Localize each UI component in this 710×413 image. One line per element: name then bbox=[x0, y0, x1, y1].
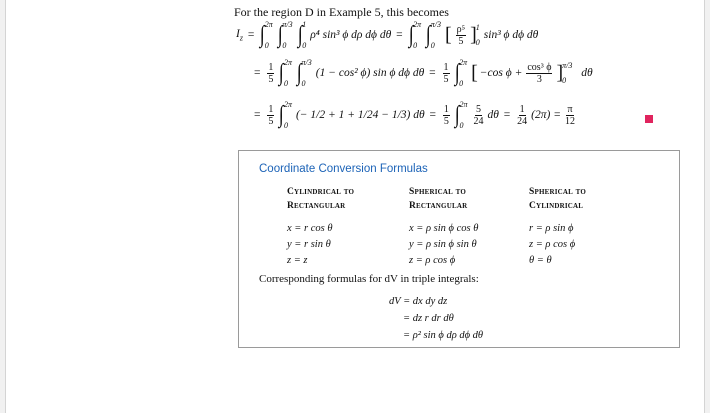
col2-heading: Spherical to Rectangular bbox=[409, 187, 468, 211]
end-of-proof-square bbox=[645, 115, 653, 123]
page-sheet bbox=[5, 0, 705, 413]
intro-text: For the region D in Example 5, this becomes bbox=[234, 5, 449, 19]
integrand-1a: ρ⁴ sin³ ϕ dρ dϕ dθ bbox=[310, 29, 392, 41]
result-part: (2π) = bbox=[531, 109, 561, 121]
box-title: Coordinate Conversion Formulas bbox=[259, 163, 428, 175]
col1-heading: Cylindrical to Rectangular bbox=[287, 187, 355, 211]
cyl-z-formula: z = z bbox=[287, 255, 308, 266]
dv-line-2: = dz r dr dθ bbox=[403, 313, 454, 324]
lhs-symbol: $I_z$ bbox=[236, 27, 243, 43]
integrand-3a: (− 1/2 + 1 + 1/24 − 1/3) dθ bbox=[295, 109, 425, 121]
sph-x-formula: x = ρ sin ϕ cos θ bbox=[409, 223, 479, 234]
conversion-formulas-box bbox=[238, 150, 680, 348]
dv-line-1: dV = dx dy dz bbox=[389, 296, 448, 307]
equation-line-3: = $\frac{1}{5}$ ∫ 2π 0 (− 1/2 + 1 + 1/24 − 1/3) dθ = $\frac{1}{5}$ ∫ 2π 0 $\frac{5}{24}$ dθ = $\frac{1}{24}$ (2π) = $\frac{\pi}{12}$ bbox=[254, 100, 575, 130]
corresponding-text: Corresponding formulas for dV in triple integrals: bbox=[259, 273, 479, 285]
sc-z-formula: z = ρ cos ϕ bbox=[529, 239, 576, 250]
integrand-2a: (1 − cos² ϕ) sin ϕ dϕ dθ bbox=[315, 67, 425, 79]
equation-line-1: $I_z$ = ∫ 2π 0 ∫ π/3 0 ∫ 1 0 ρ⁴ sin³ ϕ dρ dϕ dθ = ∫ 2π 0 ∫ π/3 0 [ $\frac{\text{ρ⁵}}{5}$ ] 1 0 sin³ ϕ dϕ dθ bbox=[236, 20, 539, 50]
integrand-1b: sin³ ϕ dϕ dθ bbox=[483, 29, 539, 41]
sph-z-formula: z = ρ cos ϕ bbox=[409, 255, 456, 266]
integrand-2b: −cos ϕ + bbox=[479, 67, 523, 79]
sph-y-formula: y = ρ sin ϕ sin θ bbox=[409, 239, 477, 250]
dv-line-3: = ρ² sin ϕ dρ dϕ dθ bbox=[403, 330, 484, 341]
sc-r-formula: r = ρ sin ϕ bbox=[529, 223, 574, 234]
equation-line-2: = $\frac{1}{5}$ ∫ 2π 0 ∫ π/3 0 (1 − cos² ϕ) sin ϕ dϕ dθ = $\frac{1}{5}$ ∫ 2π 0 [ −cos ϕ + $\frac{\text{cos³ ϕ}}{3}$ ] π/3 0 dθ bbox=[254, 58, 593, 88]
cyl-x-formula: x = r cos θ bbox=[287, 223, 333, 234]
col3-heading: Spherical to Cylindrical bbox=[529, 187, 586, 211]
sc-theta-formula: θ = θ bbox=[529, 255, 552, 266]
cyl-y-formula: y = r sin θ bbox=[287, 239, 331, 250]
